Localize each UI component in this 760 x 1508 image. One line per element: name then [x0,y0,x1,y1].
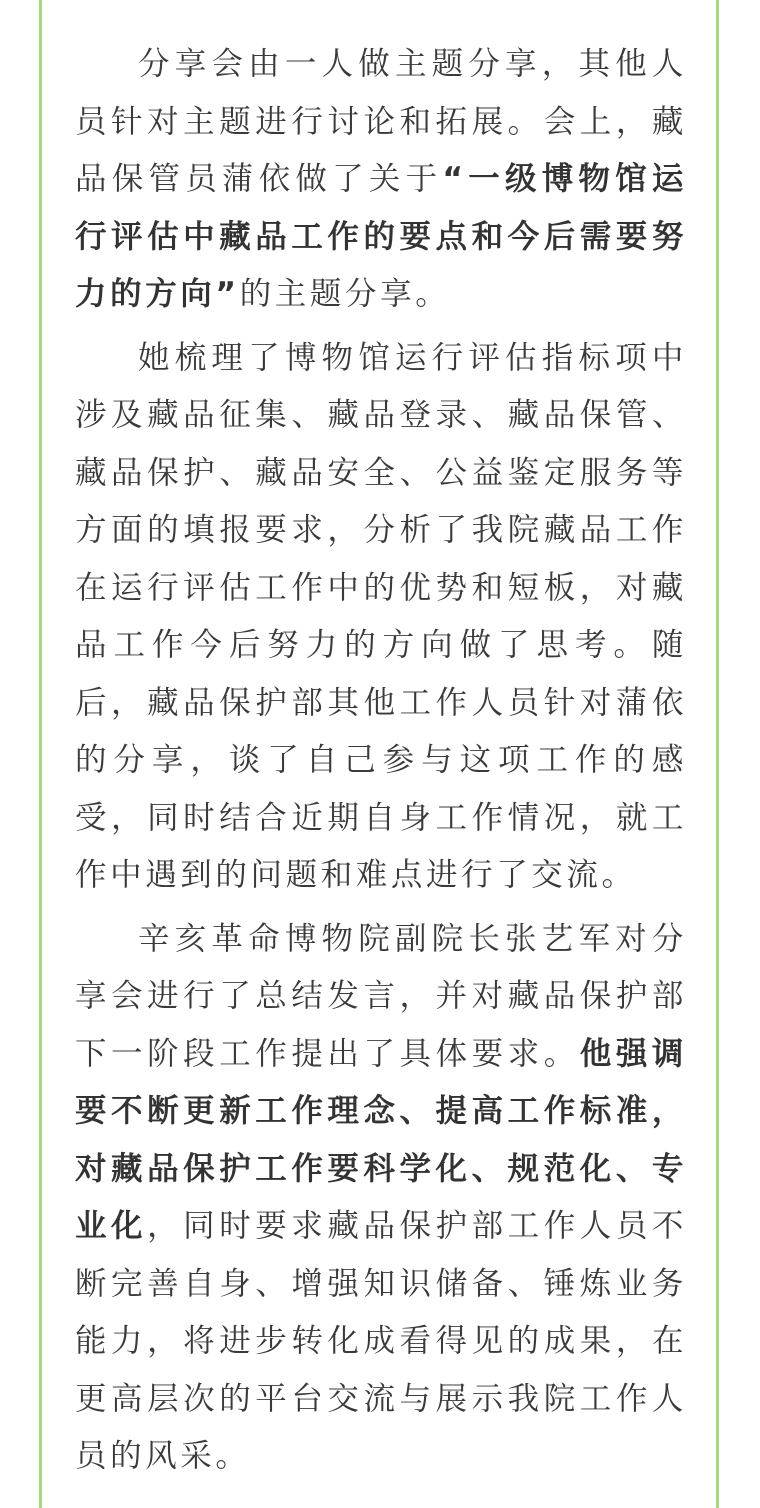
paragraph-outro-text: ，同时要求藏品保护部工作人员不断完善自身、增强知识储备、锤炼业务能力，将进步转化成看得见的成果，在更高层次的平台交流与展示我院工作人员的风采。 [75,1208,687,1474]
emphasized-requirements: 他强调要不断更新工作理念、提高工作标准，对藏品保护工作要科学化、规范化、专业化 [75,1035,687,1244]
paragraph-intro-text: 辛亥革命博物院副院长张艺军对分享会进行了总结发言，并对藏品保护部下一阶段工作提出了具体要求。 [75,920,687,1072]
paragraph-outro-text: 的主题分享。 [239,276,451,312]
paragraph-evaluation-summary [75,330,687,905]
article-body [75,36,687,1492]
paragraph-sharing-session [75,36,687,324]
paragraph-intro-text: 分享会由一人做主题分享，其他人员针对主题进行讨论和拓展。会上，藏品保管员蒲依做了关于 [75,46,687,197]
paragraph-text: 她梳理了博物馆运行评估指标项中涉及藏品征集、藏品登录、藏品保管、藏品保护、藏品安全、公益鉴定服务等方面的填报要求，分析了我院藏品工作在运行评估工作中的优势和短板，对藏品工作今后努力的方向做了思考。随后，藏品保护部其他工作人员针对蒲依的分享，谈了自己参与这项工作的感受，同时结合近期自身工作情况，就工作中遇到的问题和难点进行了交流。 [75,339,687,893]
paragraph-concluding-remarks [75,911,687,1486]
sharing-topic-title: “一级博物馆运行评估中藏品工作的要点和今后需要努力的方向” [75,161,687,312]
